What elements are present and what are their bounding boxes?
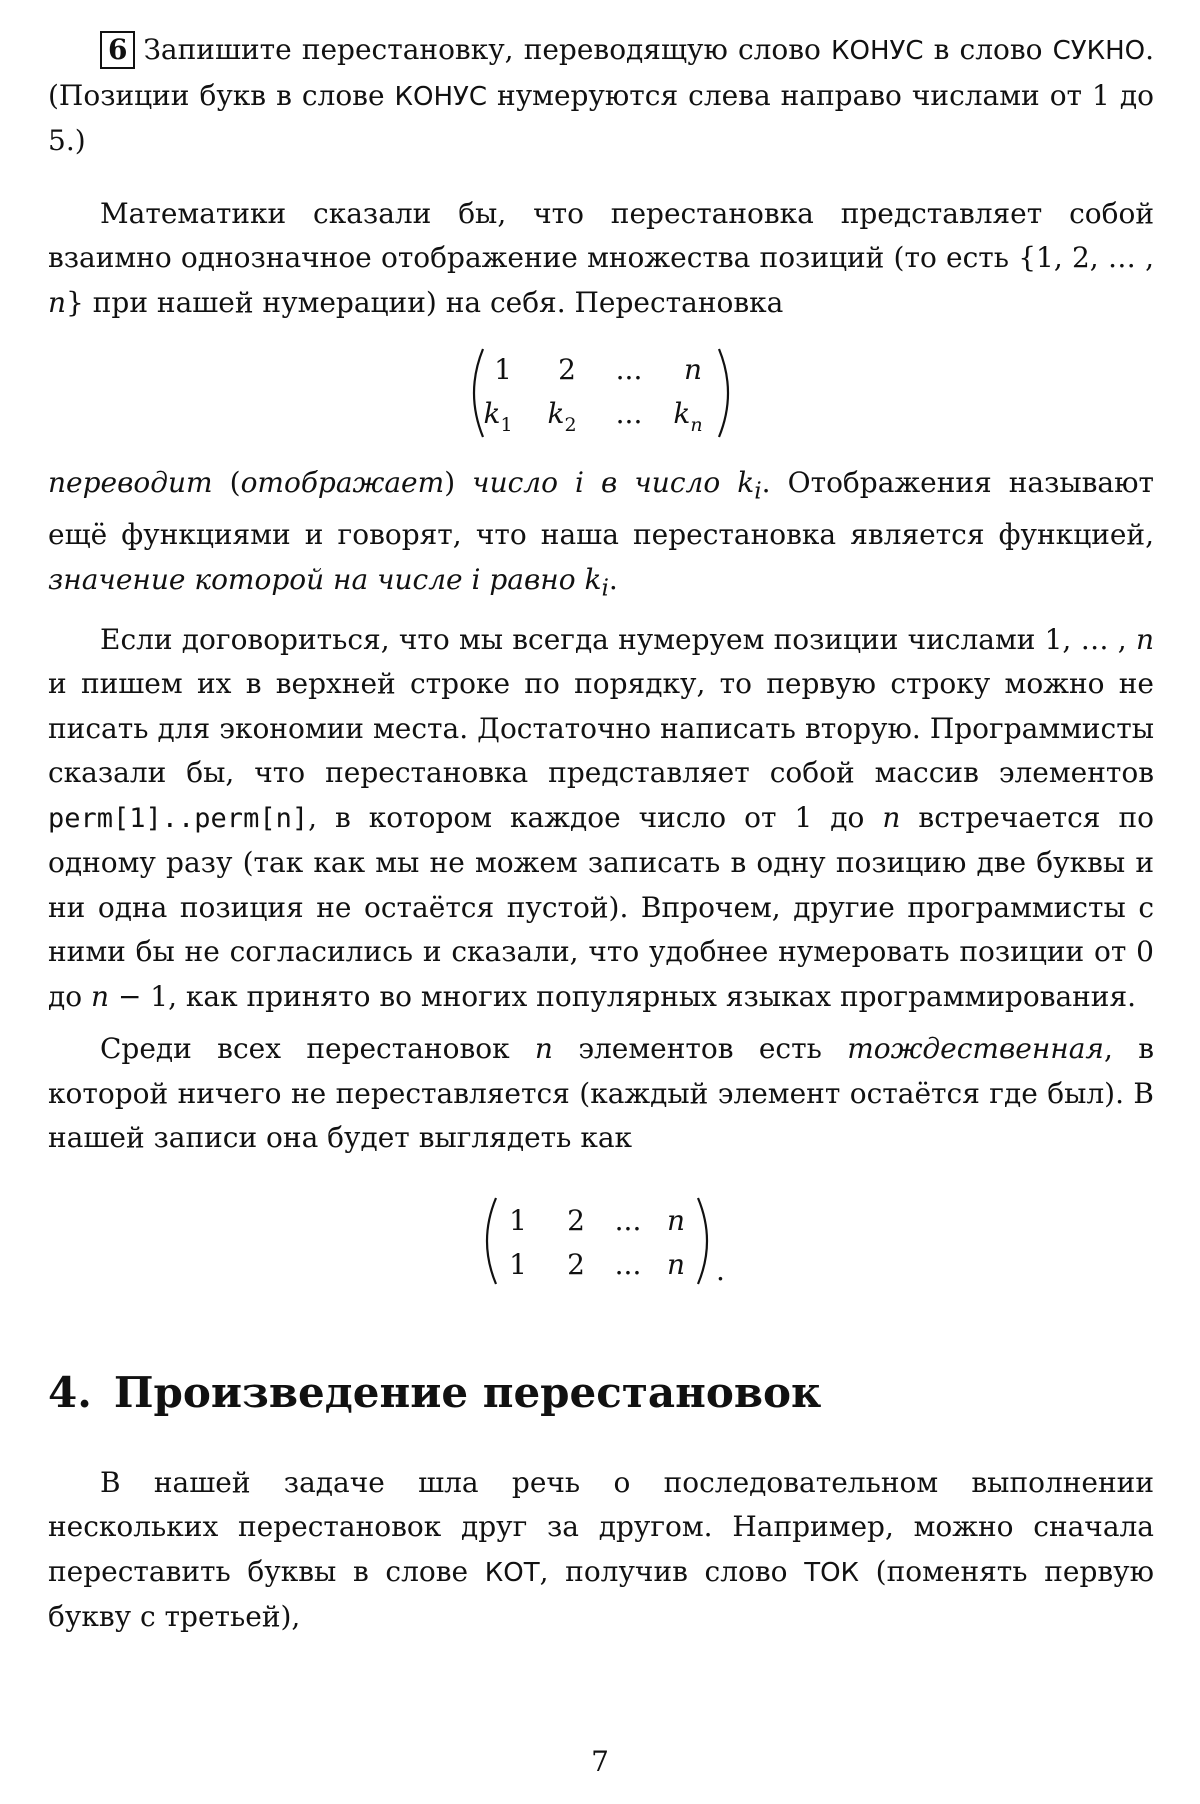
matrix1-bottom-cell: kn <box>673 397 702 436</box>
problem-note-word: КОНУС <box>395 82 487 112</box>
prog-var-n2: n <box>882 801 900 834</box>
matrix2-top-cell: 1 <box>509 1204 527 1237</box>
last-text-3: (поменять первую букву с третьей), <box>48 1555 1154 1634</box>
permutation-matrix-identity-svg <box>476 1188 726 1294</box>
matrix2-bottom-cell: 1 <box>509 1248 527 1281</box>
last-word-1: КОТ <box>485 1558 540 1588</box>
maps-italic-3: число i в число k <box>472 466 754 499</box>
prog-var-n3: n <box>91 980 109 1013</box>
problem-note-before: (Позиции букв в слове <box>48 79 395 112</box>
matrix1-bottom-cell: k1 <box>483 397 512 436</box>
problem-note-after: нумеруются слева направо числами от 1 до 5.) <box>48 79 1154 158</box>
identity-var-n: n <box>535 1032 553 1065</box>
page <box>0 0 1200 1804</box>
permutation-matrix-identity <box>48 1161 1154 1321</box>
page-content <box>48 28 1154 1640</box>
maps-italic-2: отображает <box>241 466 445 499</box>
identity-text-3: , в которой ничего не переставляется (каждый элемент остаётся где был). В нашей записи она будет выглядеть как <box>48 1032 1154 1154</box>
matrix2-right-paren <box>698 1198 707 1284</box>
section-number: 4. <box>48 1363 92 1423</box>
last-word-2: ТОК <box>804 1558 859 1588</box>
math-def-text-after: } при нашей нумерации) на себя. Перестановка <box>66 286 783 319</box>
maps-sub-i2: i <box>601 573 608 601</box>
math-def-text: Математики сказали бы, что перестановка представляет собой взаимно однозначное отображение множества позиций (то есть {1, 2, … , <box>48 197 1154 275</box>
problem-text-before: Запишите перестановку, переводящую слово <box>143 33 831 66</box>
maps-paren-open: ( <box>213 466 241 499</box>
permutation-matrix-general <box>48 325 1154 461</box>
prog-text-3: , в котором каждое число от 1 до <box>308 801 882 834</box>
matrix2-top-row <box>509 1204 685 1237</box>
matrix2-top-cell: ... <box>615 1204 642 1237</box>
problem-text-middle: в слово <box>924 33 1053 66</box>
matrix1-top-cell: 2 <box>558 353 576 386</box>
math-def-var-n: n <box>48 286 66 319</box>
maps-paren-close: ) <box>444 466 472 499</box>
paragraph-last <box>48 1461 1154 1640</box>
matrix2-bottom-cell: n <box>667 1248 685 1281</box>
matrix1-top-row <box>494 353 702 386</box>
prog-text-1: Если договориться, что мы всегда нумеруем позиции числами 1, … , <box>100 623 1136 656</box>
permutation-matrix-general-svg <box>461 335 741 451</box>
matrix2-bottom-cell: 2 <box>567 1248 585 1281</box>
matrix2-trailing-period: . <box>716 1254 725 1287</box>
identity-text-2: элементов есть <box>553 1032 847 1065</box>
page-number: 7 <box>0 1744 1200 1780</box>
prog-text-5: − 1, как принято во многих популярных языках программирования. <box>109 980 1136 1013</box>
matrix2-top-cell: n <box>667 1204 685 1237</box>
maps-text-1: . Отображения называют ещё функциями и говорят, что наша перестановка является функцией, <box>48 466 1154 551</box>
matrix1-bottom-cell: k2 <box>547 397 576 436</box>
problem-word1: КОНУС <box>831 36 923 66</box>
matrix1-top-cell: n <box>684 353 702 386</box>
matrix1-bottom-row <box>483 397 702 436</box>
paragraph-maps <box>48 461 1154 610</box>
matrix2-bottom-row <box>509 1248 685 1281</box>
paragraph-math-definition <box>48 192 1154 326</box>
prog-var-n: n <box>1136 623 1154 656</box>
prog-code: perm[1]..perm[n] <box>48 803 308 834</box>
problem-paragraph <box>48 28 1154 164</box>
section-title: Произведение перестановок <box>114 1363 822 1423</box>
identity-text-1: Среди всех перестановок <box>100 1032 535 1065</box>
matrix1-left-paren <box>474 349 483 437</box>
matrix2-bottom-cell: ... <box>615 1248 642 1281</box>
problem-number: 6 <box>100 31 135 69</box>
matrix1-top-cell: ... <box>616 353 643 386</box>
last-text-1: В нашей задаче шла речь о последовательном выполнении нескольких перестановок друг за другом. Например, можно сначала переставить буквы в слове <box>48 1466 1154 1588</box>
matrix1-top-cell: 1 <box>494 353 512 386</box>
prog-text-2: и пишем их в верхней строке по порядку, то первую строку можно не писать для экономии места. Достаточно написать вторую. Программисты сказали бы, что перестановка представляет собой массив элементов <box>48 667 1154 789</box>
prog-text-4: встречается по одному разу (так как мы не можем записать в одну позицию две буквы и ни одна позиция не остаётся пустой). Впрочем, другие программисты с ними бы не согласились и сказали, что удобнее нумеровать позиции от 0 до <box>48 801 1154 1013</box>
matrix2-top-cell: 2 <box>567 1204 585 1237</box>
matrix1-right-paren <box>719 349 728 437</box>
maps-italic-1: переводит <box>48 466 213 499</box>
section-heading <box>48 1363 1154 1423</box>
identity-italic: тождественная <box>847 1032 1104 1065</box>
problem-text-end: . <box>1145 33 1154 66</box>
paragraph-identity <box>48 1027 1154 1161</box>
matrix2-left-paren <box>487 1198 496 1284</box>
problem-word2: СУКНО <box>1053 36 1145 66</box>
maps-italic-4: значение которой на числе i равно k <box>48 563 601 596</box>
maps-text-2: . <box>609 563 618 596</box>
matrix1-bottom-cell: ... <box>616 397 643 430</box>
last-text-2: , получив слово <box>540 1555 805 1588</box>
paragraph-programmers <box>48 618 1154 1020</box>
maps-sub-i: i <box>754 477 761 505</box>
